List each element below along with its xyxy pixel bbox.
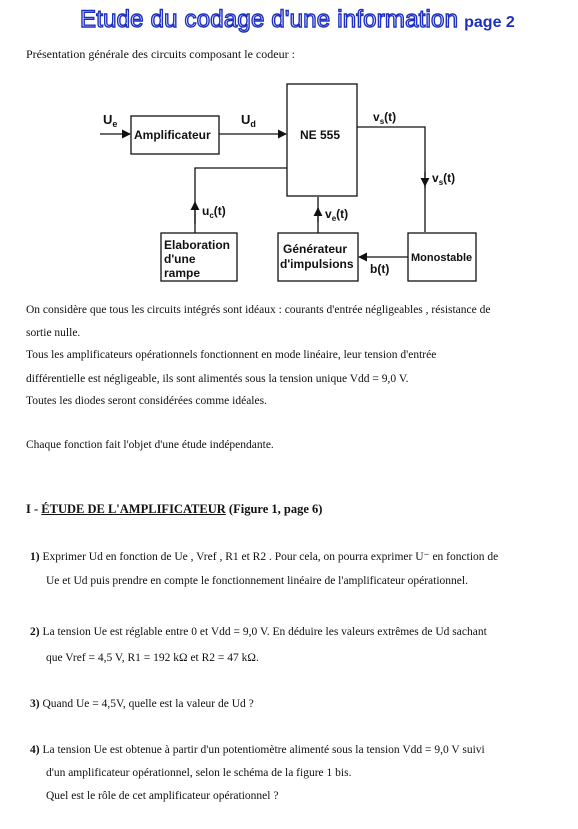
assumption-line-3: Tous les amplificateurs opérationnels fonctionnent en mode linéaire, leur tension d'entrée xyxy=(26,349,437,361)
block-diagram xyxy=(0,0,578,300)
independence-note: Chaque fonction fait l'objet d'une étude indépendante. xyxy=(26,439,274,451)
section-prefix: I - xyxy=(26,502,42,516)
question-number: 2) xyxy=(30,626,40,638)
pulse-line-2: d'impulsions xyxy=(280,257,354,271)
assumption-line-4: différentielle est négligeable, ils sont alimentés sous la tension unique Vdd = 9,0 V. xyxy=(26,373,409,385)
title-text: Etude du codage d'une information xyxy=(80,6,459,33)
pulse-line-1: Générateur xyxy=(283,242,348,256)
question-text: Quand Ue = 4,5V, quelle est la valeur de Ud ? xyxy=(42,698,254,710)
vs-label-right: $v_s(t)$ xyxy=(432,171,456,187)
question-2-line-1 xyxy=(30,620,487,644)
amplifier-label: Amplificateur xyxy=(134,128,211,142)
ramp-line-2: d'une xyxy=(164,252,196,266)
question-2-line-2: que Vref = 4,5 V, R1 = 192 kΩ et R2 = 47 kΩ. xyxy=(46,652,259,664)
assumption-line-2: sortie nulle. xyxy=(26,327,81,339)
question-4-line-3: Quel est le rôle de cet amplificateur opérationnel ? xyxy=(46,790,279,802)
page-label: page 2 xyxy=(464,14,515,31)
uc-wire xyxy=(195,168,287,233)
intro-text: Présentation générale des circuits composant le codeur : xyxy=(26,47,295,61)
section-heading xyxy=(26,502,322,517)
assumption-line-1: On considère que tous les circuits intégrés sont idéaux : courants d'entrée négligeables , résistance de xyxy=(26,304,491,316)
question-number: 4) xyxy=(30,744,40,756)
question-number: 3) xyxy=(30,698,40,710)
question-text: La tension Ue est réglable entre 0 et Vdd = 9,0 V. En déduire les valeurs extrêmes de Ud sachant xyxy=(42,626,487,638)
question-text: La tension Ue est obtenue à partir d'un potentiomètre alimenté sous la tension Vdd = 9,0 V suivi xyxy=(42,744,485,756)
ramp-line-1: Elaboration xyxy=(164,238,231,252)
assumption-line-5: Toutes les diodes seront considérées comme idéales. xyxy=(26,395,267,407)
question-text: Exprimer Ud en fonction de Ue , Vref , R1 et R2 . Pour cela, on pourra exprimer U⁻ en fonction de xyxy=(42,551,499,563)
question-1-line-2: Ue et Ud puis prendre en compte le fonctionnement linéaire de l'amplificateur opérationnel. xyxy=(46,575,468,587)
ramp-line-3: rampe xyxy=(164,266,201,280)
vs-label-top: $v_s(t)$ xyxy=(373,110,397,126)
question-1-line-1 xyxy=(30,545,498,569)
ue-label: $U_e$ xyxy=(103,112,118,129)
vs-wire xyxy=(357,127,425,188)
ve-label: $v_e(t)$ xyxy=(325,207,349,223)
question-4-line-2: d'un amplificateur opérationnel, selon le schéma de la figure 1 bis. xyxy=(46,767,352,779)
uc-label: $u_c(t)$ xyxy=(202,204,226,220)
ne555-label: NE 555 xyxy=(300,128,341,142)
section-title: ÉTUDE DE L'AMPLIFICATEUR xyxy=(41,502,226,516)
ud-label: $U_d$ xyxy=(241,112,256,129)
monostable-label: Monostable xyxy=(411,252,473,264)
question-4-line-1 xyxy=(30,738,485,762)
question-3-line-1 xyxy=(30,692,254,716)
section-reference: (Figure 1, page 6) xyxy=(225,502,323,516)
question-number: 1) xyxy=(30,551,40,563)
b-label: b(t) xyxy=(370,262,390,276)
